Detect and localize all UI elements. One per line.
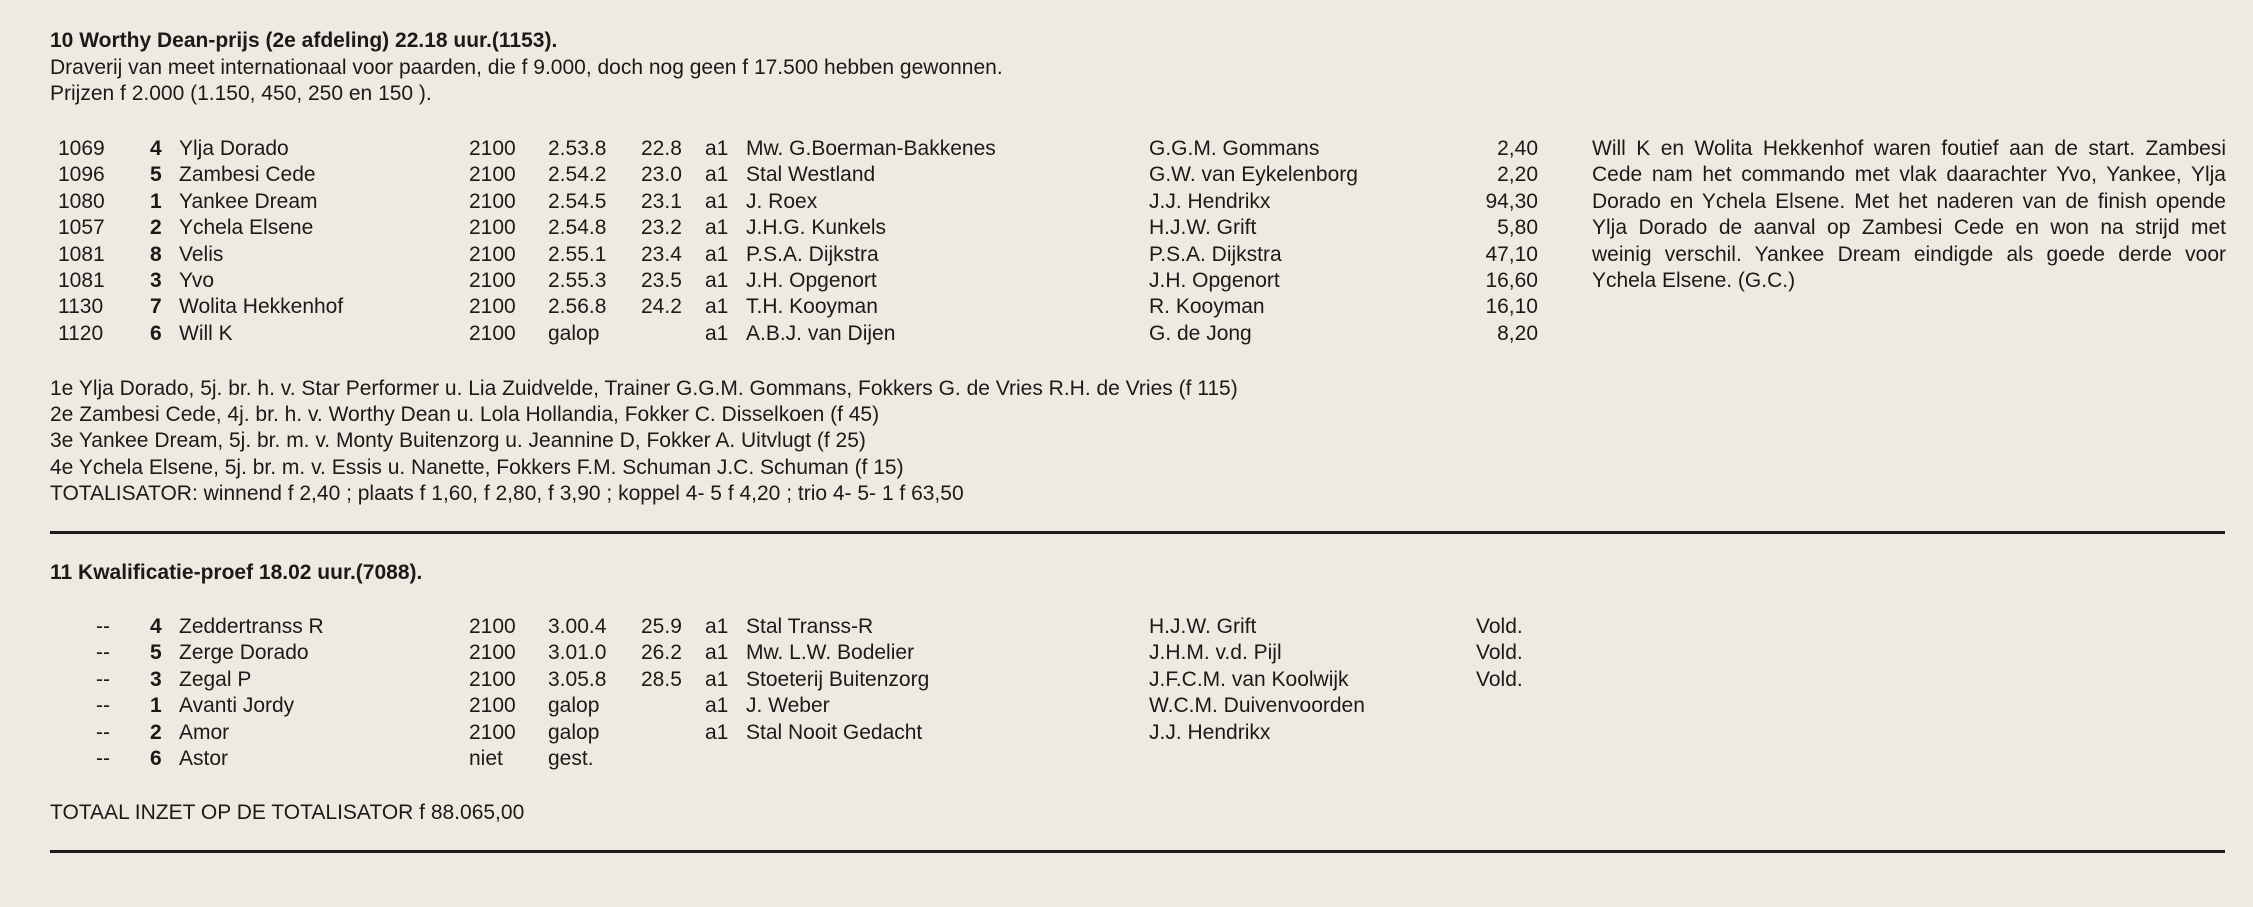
finish-time: 2.55.1 xyxy=(548,242,607,266)
horse-name: Velis xyxy=(179,242,224,266)
owner: Mw. G.Boerman-Bakkenes xyxy=(746,137,996,160)
program-number: 1130 xyxy=(58,295,104,319)
km-time: 28.5 xyxy=(641,667,682,691)
distance: 2100 xyxy=(469,295,516,319)
horse-name: Amor xyxy=(179,720,230,744)
distance: 2100 xyxy=(469,216,516,240)
distance: niet xyxy=(469,747,503,770)
program-number: 1057 xyxy=(58,216,105,240)
start-code: a1 xyxy=(705,269,729,292)
race-10-commentary: Will K en Wolita Hekkenhof waren foutief aan de start. Zambesi Cede nam het commando met vlak daarachter Yvo, Yankee, Ylja Dorado en Ychela Elsene. Met het naderen van de finish opende Ylja Dorado de aanval op Zambesi Cede en won na strijd met weinig verschil. Yankee Dream eindigde als goede derde voor Ychela Elsene. (G.C.) xyxy=(1592,137,2226,293)
program-number: -- xyxy=(96,747,110,770)
program-number: -- xyxy=(96,667,110,691)
finish-time: 2.54.5 xyxy=(548,189,607,213)
program-number: 1080 xyxy=(58,189,105,213)
win-odds: 5,80 xyxy=(1497,216,1538,240)
total-stake: TOTAAL INZET OP DE TOTALISATOR f 88.065,00 xyxy=(50,801,525,824)
program-number: 1069 xyxy=(58,137,105,160)
start-code: a1 xyxy=(705,615,729,638)
start-code: a1 xyxy=(705,242,729,266)
km-time: 22.8 xyxy=(641,137,682,160)
race-11-title: 11 Kwalificatie-proef 18.02 uur.(7088). xyxy=(50,561,423,584)
driver: J.J. Hendrikx xyxy=(1149,720,1271,744)
finish-time: 3.01.0 xyxy=(548,641,607,665)
owner: Stal Transs-R xyxy=(746,615,874,638)
start-number: 2 xyxy=(150,720,162,744)
start-code: a1 xyxy=(705,189,729,213)
start-number: 6 xyxy=(150,747,162,770)
start-code: a1 xyxy=(705,667,729,691)
distance: 2100 xyxy=(469,163,516,187)
driver: J.F.C.M. van Koolwijk xyxy=(1149,667,1349,691)
distance: 2100 xyxy=(469,137,516,160)
finish-time: 2.53.8 xyxy=(548,137,607,160)
program-number: -- xyxy=(96,720,110,744)
program-number: -- xyxy=(96,694,110,718)
win-odds: 2,40 xyxy=(1497,137,1538,160)
start-code: a1 xyxy=(705,641,729,665)
driver: J.H. Opgenort xyxy=(1149,269,1280,292)
start-number: 3 xyxy=(150,667,162,691)
owner: P.S.A. Dijkstra xyxy=(746,242,879,266)
start-number: 5 xyxy=(150,641,162,665)
km-time: 23.0 xyxy=(641,163,682,187)
placing-3: 3e Yankee Dream, 5j. br. m. v. Monty Buitenzorg u. Jeannine D, Fokker A. Uitvlugt (f 25) xyxy=(50,429,866,452)
placing-2: 2e Zambesi Cede, 4j. br. h. v. Worthy Dean u. Lola Hollandia, Fokker C. Disselkoen (f 45) xyxy=(50,403,880,426)
divider-line xyxy=(50,531,2225,534)
driver: H.J.W. Grift xyxy=(1149,615,1257,638)
start-number: 3 xyxy=(150,269,162,292)
distance: 2100 xyxy=(469,242,516,266)
distance: 2100 xyxy=(469,269,516,292)
km-time: 23.1 xyxy=(641,189,682,213)
horse-name: Wolita Hekkenhof xyxy=(179,295,344,319)
race-10-prizes: Prijzen f 2.000 (1.150, 450, 250 en 150 ). xyxy=(50,82,432,105)
finish-time: galop xyxy=(548,694,600,718)
program-number: 1081 xyxy=(58,269,105,292)
owner: Stal Westland xyxy=(746,163,876,187)
km-time: 25.9 xyxy=(641,615,682,638)
start-number: 5 xyxy=(150,163,162,187)
horse-name: Ychela Elsene xyxy=(179,216,314,240)
program-number: 1096 xyxy=(58,163,105,187)
owner: J.H.G. Kunkels xyxy=(746,216,887,240)
driver: W.C.M. Duivenvoorden xyxy=(1149,694,1365,718)
start-code: a1 xyxy=(705,720,729,744)
race-10-title: 10 Worthy Dean-prijs (2e afdeling) 22.18 uur.(1153). xyxy=(50,29,558,52)
program-number: 1120 xyxy=(58,321,104,345)
win-odds: 8,20 xyxy=(1497,321,1538,345)
divider-line xyxy=(50,850,2225,853)
owner: J. Roex xyxy=(746,189,818,213)
km-time: 23.4 xyxy=(641,242,682,266)
driver: R. Kooyman xyxy=(1149,295,1265,319)
distance: 2100 xyxy=(469,615,516,638)
horse-name: Will K xyxy=(179,321,233,345)
km-time: 24.2 xyxy=(641,295,682,319)
horse-name: Yankee Dream xyxy=(179,189,318,213)
finish-time: 2.55.3 xyxy=(548,269,607,292)
horse-name: Avanti Jordy xyxy=(179,694,295,718)
km-time: 23.2 xyxy=(641,216,682,240)
start-number: 7 xyxy=(150,295,162,319)
horse-name: Astor xyxy=(179,747,229,770)
placing-1: 1e Ylja Dorado, 5j. br. h. v. Star Performer u. Lia Zuidvelde, Trainer G.G.M. Gommans, Fokkers G. de Vries R.H. de Vries (f 115) xyxy=(50,377,1238,400)
win-odds: 16,60 xyxy=(1485,269,1538,292)
km-time: 23.5 xyxy=(641,269,682,292)
distance: 2100 xyxy=(469,720,516,744)
finish-time: 3.00.4 xyxy=(548,615,607,638)
start-code: a1 xyxy=(705,216,729,240)
driver: H.J.W. Grift xyxy=(1149,216,1257,240)
driver: P.S.A. Dijkstra xyxy=(1149,242,1282,266)
start-number: 4 xyxy=(150,615,162,638)
owner: J.H. Opgenort xyxy=(746,269,877,292)
placing-4: 4e Ychela Elsene, 5j. br. m. v. Essis u. Nanette, Fokkers F.M. Schuman J.C. Schuman (f 15) xyxy=(50,456,904,479)
owner: J. Weber xyxy=(746,694,830,718)
owner: A.B.J. van Dijen xyxy=(746,321,896,345)
finish-time: 2.54.2 xyxy=(548,163,607,187)
win-odds: 2,20 xyxy=(1497,163,1538,187)
start-number: 1 xyxy=(150,694,162,718)
finish-time: 2.54.8 xyxy=(548,216,607,240)
km-time: 26.2 xyxy=(641,641,682,665)
horse-name: Zambesi Cede xyxy=(179,163,316,187)
finish-time: gest. xyxy=(548,747,594,770)
distance: 2100 xyxy=(469,321,516,345)
owner: Mw. L.W. Bodelier xyxy=(746,641,915,665)
start-code: a1 xyxy=(705,163,729,187)
program-number: -- xyxy=(96,615,110,638)
start-number: 6 xyxy=(150,321,162,345)
win-odds: 47,10 xyxy=(1485,242,1538,266)
horse-name: Zeddertranss R xyxy=(179,615,324,638)
win-odds: 16,10 xyxy=(1485,295,1538,319)
driver: G.G.M. Gommans xyxy=(1149,137,1320,160)
driver: G. de Jong xyxy=(1149,321,1252,345)
driver: G.W. van Eykelenborg xyxy=(1149,163,1358,187)
horse-name: Zerge Dorado xyxy=(179,641,309,665)
start-code: a1 xyxy=(705,694,729,718)
totalisator-line: TOTALISATOR: winnend f 2,40 ; plaats f 1,60, f 2,80, f 3,90 ; koppel 4- 5 f 4,20 ; trio 4- 5- 1 f 63,50 xyxy=(50,482,964,505)
start-code: a1 xyxy=(705,321,729,345)
finish-time: galop xyxy=(548,321,600,345)
finish-time: 3.05.8 xyxy=(548,667,607,691)
start-number: 2 xyxy=(150,216,162,240)
horse-name: Yvo xyxy=(179,269,215,292)
owner: Stoeterij Buitenzorg xyxy=(746,667,930,691)
owner: Stal Nooit Gedacht xyxy=(746,720,923,744)
driver: J.J. Hendrikx xyxy=(1149,189,1271,213)
owner: T.H. Kooyman xyxy=(746,295,878,319)
horse-name: Zegal P xyxy=(179,667,252,691)
program-number: 1081 xyxy=(58,242,105,266)
driver: J.H.M. v.d. Pijl xyxy=(1149,641,1282,665)
start-number: 1 xyxy=(150,189,162,213)
start-code: a1 xyxy=(705,137,729,160)
program-number: -- xyxy=(96,641,110,665)
distance: 2100 xyxy=(469,694,516,718)
win-odds: 94,30 xyxy=(1485,189,1538,213)
finish-time: galop xyxy=(548,720,600,744)
distance: 2100 xyxy=(469,667,516,691)
finish-time: 2.56.8 xyxy=(548,295,607,319)
horse-name: Ylja Dorado xyxy=(179,137,289,160)
qualification-result: Vold. xyxy=(1476,667,1523,691)
start-number: 8 xyxy=(150,242,162,266)
start-code: a1 xyxy=(705,295,729,319)
distance: 2100 xyxy=(469,189,516,213)
qualification-result: Vold. xyxy=(1476,615,1523,638)
race-10-conditions: Draverij van meet internationaal voor paarden, die f 9.000, doch nog geen f 17.500 hebben gewonnen. xyxy=(50,56,1003,79)
start-number: 4 xyxy=(150,137,162,160)
distance: 2100 xyxy=(469,641,516,665)
qualification-result: Vold. xyxy=(1476,641,1523,665)
